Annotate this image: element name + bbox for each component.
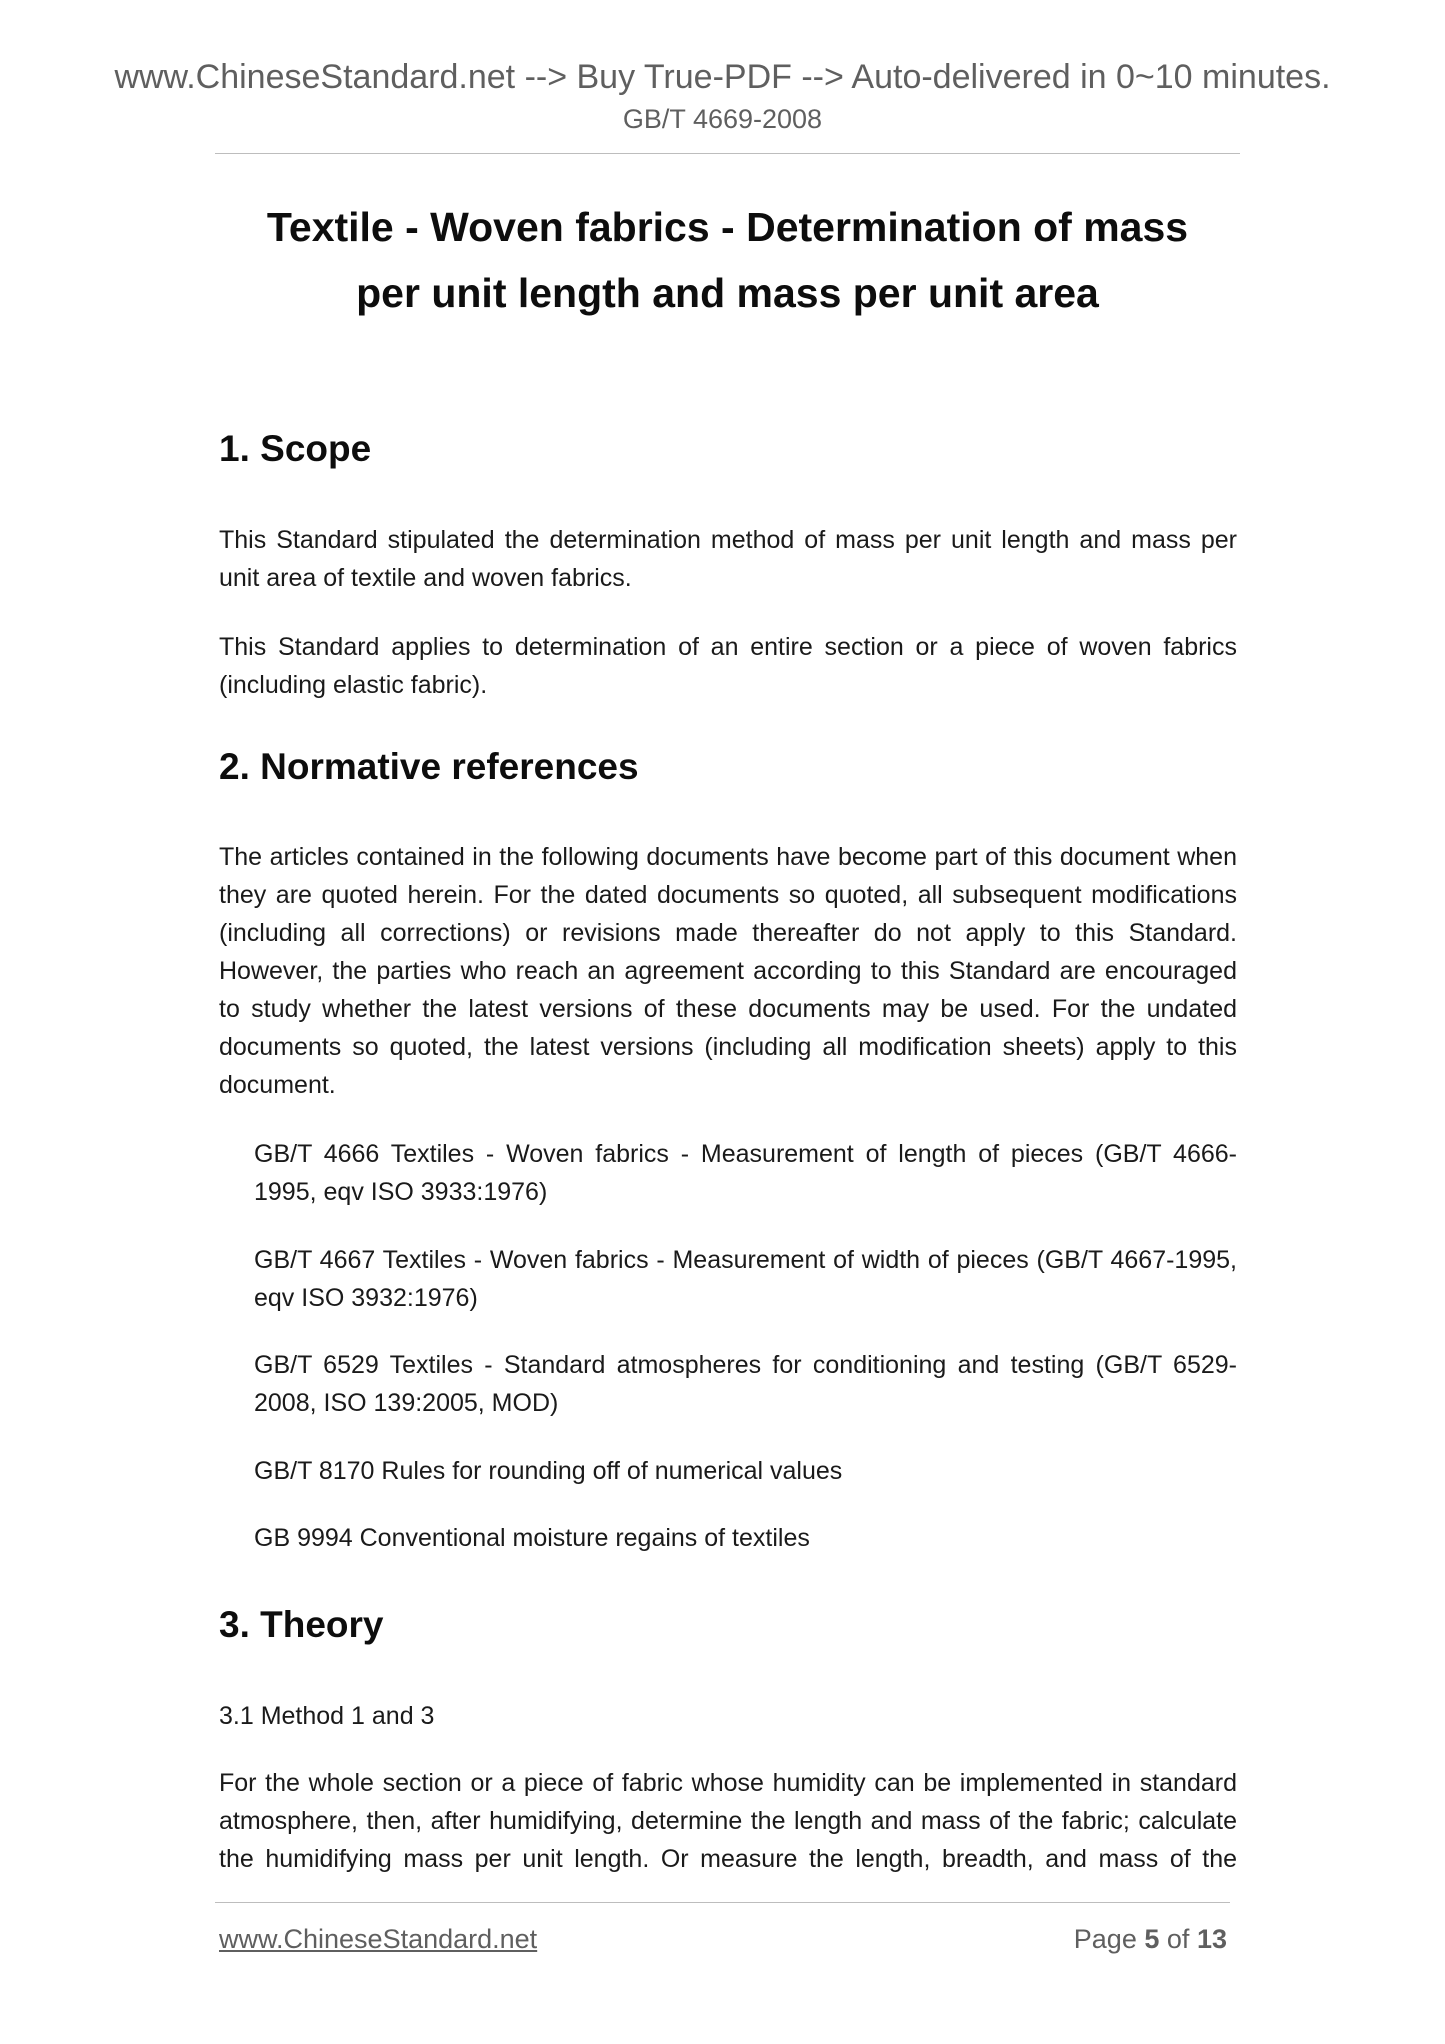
text-line: eqv ISO 3932:1976) — [254, 1284, 478, 1312]
text-line: atmosphere, then, after humidifying, determine the length and mass of the fabric; calculate — [219, 1807, 1237, 1835]
text-line: documents so quoted, the latest versions (including all modification sheets) apply to this — [219, 1033, 1237, 1061]
title-line-2: per unit length and mass per unit area — [356, 270, 1099, 316]
reference-item — [254, 1241, 1237, 1317]
text-line: (including all corrections) or revisions made thereafter do not apply to this Standard. — [219, 919, 1237, 947]
page-label: Page — [1073, 1924, 1137, 1954]
text-line: GB/T 4667 Textiles - Woven fabrics - Measurement of width of pieces (GB/T 4667-1995, — [254, 1246, 1237, 1274]
text-line: the humidifying mass per unit length. Or measure the length, breadth, and mass of the — [219, 1845, 1237, 1873]
page-number — [1074, 1924, 1227, 1955]
reference-item — [254, 1135, 1237, 1211]
page-title — [215, 194, 1240, 326]
title-line-1: Textile - Woven fabrics - Determination of mass — [266, 204, 1189, 250]
reference-item — [254, 1519, 1237, 1557]
theory-paragraph-1 — [219, 1764, 1237, 1878]
text-line: For the whole section or a piece of fabric whose humidity can be implemented in standard — [219, 1769, 1237, 1797]
section-heading-normative-references: 2. Normative references — [219, 746, 639, 787]
text-line: unit area of textile and woven fabrics. — [219, 564, 632, 592]
text-line: GB/T 6529 Textiles - Standard atmospheres for conditioning and testing (GB/T 6529- — [254, 1351, 1237, 1379]
total-pages: 13 — [1196, 1924, 1227, 1954]
text-line: document. — [219, 1071, 336, 1099]
text-line: 1995, eqv ISO 3933:1976) — [254, 1178, 548, 1206]
text-line: to study whether the latest versions of these documents may be used. For the undated — [219, 995, 1237, 1023]
references-intro-paragraph — [219, 838, 1237, 1104]
page-of-label: of — [1166, 1924, 1190, 1954]
text-line: GB/T 4666 Textiles - Woven fabrics - Measurement of length of pieces (GB/T 4666- — [254, 1140, 1237, 1168]
header-banner: www.ChineseStandard.net --> Buy True-PDF --> Auto-delivered in 0~10 minutes. — [114, 58, 1331, 96]
text-line: 3.1 Method 1 and 3 — [219, 1702, 435, 1730]
section-heading-scope: 1. Scope — [219, 428, 372, 469]
document-number: GB/T 4669-2008 — [622, 104, 823, 134]
footer-divider — [215, 1902, 1230, 1903]
current-page: 5 — [1144, 1924, 1160, 1954]
scope-paragraph-1 — [219, 521, 1237, 597]
text-line: GB/T 8170 Rules for rounding off of numerical values — [254, 1457, 843, 1485]
text-line: The articles contained in the following documents have become part of this document when — [219, 843, 1237, 871]
reference-item — [254, 1346, 1237, 1422]
text-line: GB 9994 Conventional moisture regains of textiles — [254, 1524, 810, 1552]
subsection-heading-method — [219, 1697, 1237, 1735]
text-line: However, the parties who reach an agreement according to this Standard are encouraged — [219, 957, 1237, 985]
text-line: This Standard stipulated the determination method of mass per unit length and mass per — [219, 526, 1237, 554]
text-line: (including elastic fabric). — [219, 671, 488, 699]
text-line: This Standard applies to determination of an entire section or a piece of woven fabrics — [219, 633, 1237, 661]
footer-website-link[interactable]: www.ChineseStandard.net — [219, 1924, 538, 1954]
reference-item — [254, 1452, 1237, 1490]
scope-paragraph-2 — [219, 628, 1237, 704]
section-heading-theory: 3. Theory — [219, 1604, 384, 1645]
text-line: they are quoted herein. For the dated documents so quoted, all subsequent modifications — [219, 881, 1237, 909]
text-line: 2008, ISO 139:2005, MOD) — [254, 1389, 559, 1417]
header-divider — [215, 153, 1240, 154]
